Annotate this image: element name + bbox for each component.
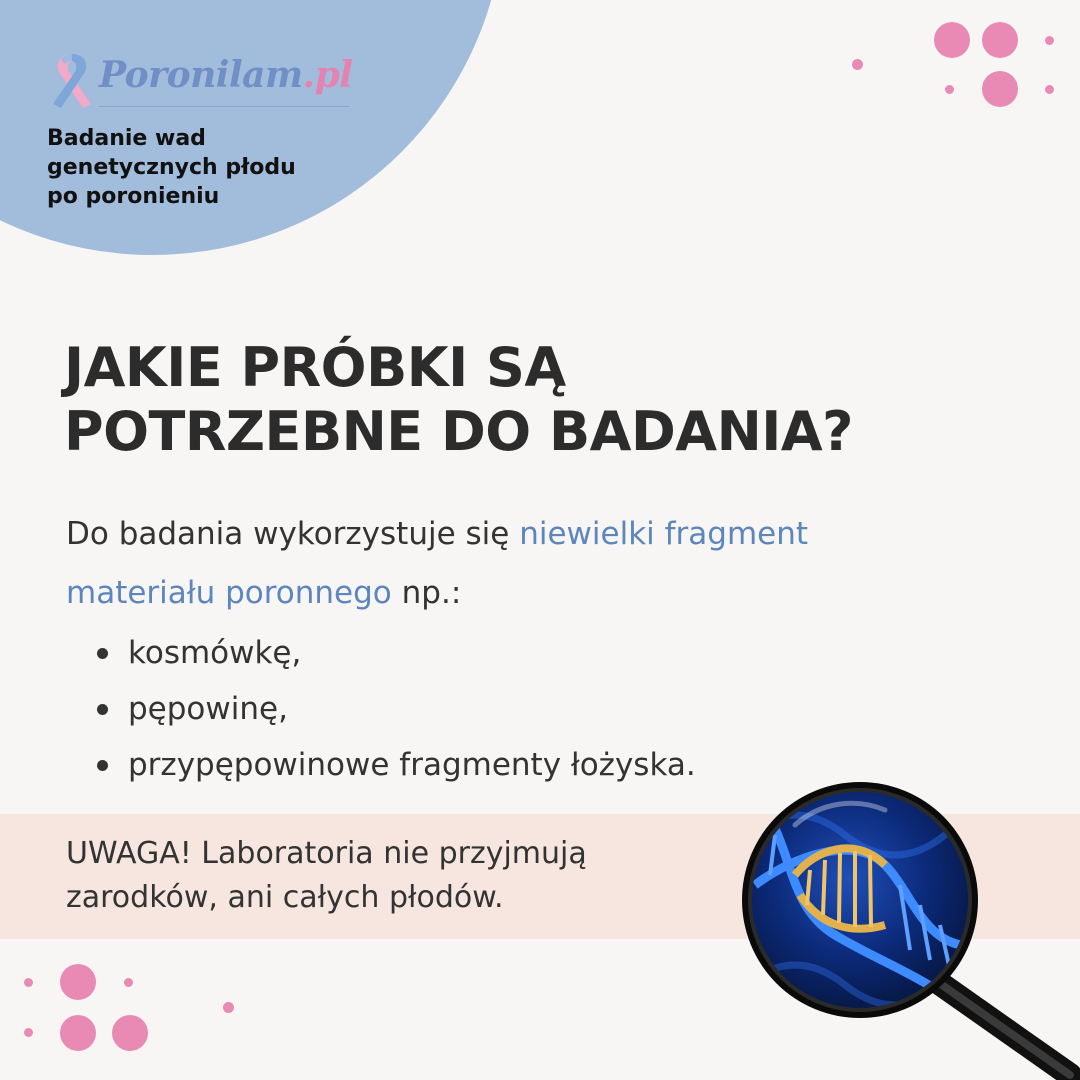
bullet-icon bbox=[97, 760, 108, 771]
intro-paragraph bbox=[66, 505, 966, 623]
sample-list bbox=[66, 625, 966, 793]
bullet-icon bbox=[97, 648, 108, 659]
logo-underline bbox=[99, 106, 349, 107]
decoration-dot bbox=[982, 22, 1018, 58]
decoration-dot bbox=[223, 1002, 234, 1013]
subtitle: Badanie wad genetycznych płodu po poronieniu bbox=[47, 126, 296, 209]
list-item-text: kosmówkę, bbox=[128, 635, 302, 671]
decoration-dot bbox=[24, 978, 33, 987]
list-item-text: przypępowinowe fragmenty łożyska. bbox=[128, 747, 696, 783]
decoration-dot bbox=[1045, 85, 1054, 94]
list-item-text: pępowinę, bbox=[128, 691, 288, 727]
list-item bbox=[66, 681, 966, 737]
intro-highlight-1: niewielki fragment bbox=[519, 516, 809, 552]
bullet-icon bbox=[97, 704, 108, 715]
decoration-dot bbox=[1045, 36, 1054, 45]
logo-tld: .pl bbox=[302, 54, 353, 96]
list-item bbox=[66, 625, 966, 681]
heading-line-1: JAKIE PRÓBKI SĄ bbox=[64, 336, 566, 399]
decoration-dot bbox=[945, 85, 954, 94]
decoration-dot bbox=[24, 1028, 33, 1037]
intro-prefix: Do badania wykorzystuje się bbox=[66, 516, 520, 552]
warning-text: UWAGA! Laboratoria nie przyjmują zarodków, ani całych płodów. bbox=[66, 836, 587, 915]
decoration-dot bbox=[934, 22, 970, 58]
intro-highlight-2: materiału poronnego bbox=[66, 575, 392, 611]
decoration-dot bbox=[124, 978, 133, 987]
awareness-ribbon-icon bbox=[47, 50, 97, 112]
logo[interactable] bbox=[47, 50, 367, 112]
logo-name: Poronilam bbox=[99, 54, 303, 96]
logo-wordmark bbox=[99, 54, 352, 96]
intro-suffix: np.: bbox=[391, 575, 462, 611]
decoration-dot bbox=[60, 1015, 96, 1051]
decoration-dot bbox=[60, 964, 96, 1000]
heading-line-2: POTRZEBNE DO BADANIA? bbox=[64, 400, 853, 463]
decoration-dot bbox=[112, 1015, 148, 1051]
decoration-dot bbox=[982, 71, 1018, 107]
decoration-dot bbox=[852, 59, 863, 70]
magnifying-glass-dna-icon bbox=[735, 775, 1080, 1080]
main-heading bbox=[64, 336, 1024, 464]
